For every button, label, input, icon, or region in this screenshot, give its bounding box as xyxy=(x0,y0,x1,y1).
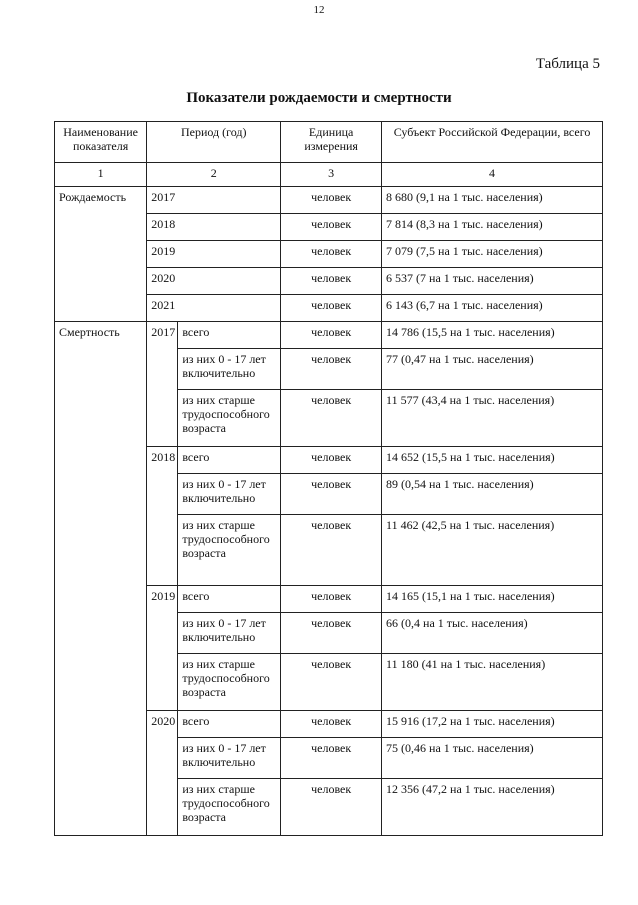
sub-period-cell: из них 0 - 17 лет включительно xyxy=(178,349,281,390)
value-cell: 11 577 (43,4 на 1 тыс. населения) xyxy=(382,390,603,447)
col-number-4: 4 xyxy=(382,163,603,187)
period-year: 2018 xyxy=(147,447,178,586)
unit-cell: человек xyxy=(281,586,382,613)
value-cell: 15 916 (17,2 на 1 тыс. населения) xyxy=(382,711,603,738)
unit-cell: человек xyxy=(281,515,382,586)
header-name: Наименование показателя xyxy=(55,122,147,163)
unit-cell: человек xyxy=(281,390,382,447)
period-year: 2017 xyxy=(147,322,178,447)
sub-period-cell: всего xyxy=(178,586,281,613)
value-cell: 14 786 (15,5 на 1 тыс. населения) xyxy=(382,322,603,349)
sub-period-cell: из них старше трудоспособного возраста xyxy=(178,390,281,447)
period-year: 2020 xyxy=(147,711,178,836)
period-year: 2019 xyxy=(147,586,178,711)
unit-cell: человек xyxy=(281,738,382,779)
col-number-3: 3 xyxy=(281,163,382,187)
table-label: Таблица 5 xyxy=(535,56,600,72)
header-row xyxy=(55,122,603,163)
value-cell: 11 462 (42,5 на 1 тыс. населения) xyxy=(382,515,603,586)
unit-cell: человек xyxy=(281,214,382,241)
unit-cell: человек xyxy=(281,711,382,738)
sub-period-cell: всего xyxy=(178,322,281,349)
value-cell: 6 537 (7 на 1 тыс. населения) xyxy=(382,268,603,295)
header-period: Период (год) xyxy=(147,122,281,163)
header-unit: Единица измерения xyxy=(281,122,382,163)
header-subject: Субъект Российской Федерации, всего xyxy=(382,122,603,163)
table-row xyxy=(55,187,603,214)
column-numbers-row xyxy=(55,163,603,187)
value-cell: 89 (0,54 на 1 тыс. населения) xyxy=(382,474,603,515)
unit-cell: человек xyxy=(281,241,382,268)
unit-cell: человек xyxy=(281,613,382,654)
value-cell: 14 652 (15,5 на 1 тыс. населения) xyxy=(382,447,603,474)
sub-period-cell: из них 0 - 17 лет включительно xyxy=(178,474,281,515)
period-year: 2017 xyxy=(147,187,281,214)
unit-cell: человек xyxy=(281,654,382,711)
period-year: 2021 xyxy=(147,295,281,322)
unit-cell: человек xyxy=(281,295,382,322)
birth-death-table xyxy=(54,121,603,836)
unit-cell: человек xyxy=(281,779,382,836)
sub-period-cell: из них старше трудоспособного возраста xyxy=(178,654,281,711)
col-number-2: 2 xyxy=(147,163,281,187)
col-number-1: 1 xyxy=(55,163,147,187)
unit-cell: человек xyxy=(281,187,382,214)
period-year: 2018 xyxy=(147,214,281,241)
unit-cell: человек xyxy=(281,268,382,295)
document-title: Показатели рождаемости и смертности xyxy=(186,90,452,106)
table-row xyxy=(55,322,603,349)
sub-period-cell: из них старше трудоспособного возраста xyxy=(178,779,281,836)
unit-cell: человек xyxy=(281,322,382,349)
sub-period-cell: всего xyxy=(178,447,281,474)
sub-period-cell: из них 0 - 17 лет включительно xyxy=(178,613,281,654)
value-cell: 8 680 (9,1 на 1 тыс. населения) xyxy=(382,187,603,214)
period-year: 2020 xyxy=(147,268,281,295)
sub-period-cell: из них старше трудоспособного возраста xyxy=(178,515,281,586)
page-number: 12 xyxy=(313,4,325,16)
value-cell: 75 (0,46 на 1 тыс. населения) xyxy=(382,738,603,779)
unit-cell: человек xyxy=(281,474,382,515)
unit-cell: человек xyxy=(281,349,382,390)
value-cell: 77 (0,47 на 1 тыс. населения) xyxy=(382,349,603,390)
value-cell: 66 (0,4 на 1 тыс. населения) xyxy=(382,613,603,654)
sub-period-cell: из них 0 - 17 лет включительно xyxy=(178,738,281,779)
unit-cell: человек xyxy=(281,447,382,474)
value-cell: 7 814 (8,3 на 1 тыс. населения) xyxy=(382,214,603,241)
value-cell: 14 165 (15,1 на 1 тыс. населения) xyxy=(382,586,603,613)
value-cell: 7 079 (7,5 на 1 тыс. населения) xyxy=(382,241,603,268)
indicator-birth-rate: Рождаемость xyxy=(55,187,147,322)
sub-period-cell: всего xyxy=(178,711,281,738)
period-year: 2019 xyxy=(147,241,281,268)
value-cell: 11 180 (41 на 1 тыс. населения) xyxy=(382,654,603,711)
value-cell: 6 143 (6,7 на 1 тыс. населения) xyxy=(382,295,603,322)
value-cell: 12 356 (47,2 на 1 тыс. населения) xyxy=(382,779,603,836)
indicator-mortality: Смертность xyxy=(55,322,147,836)
